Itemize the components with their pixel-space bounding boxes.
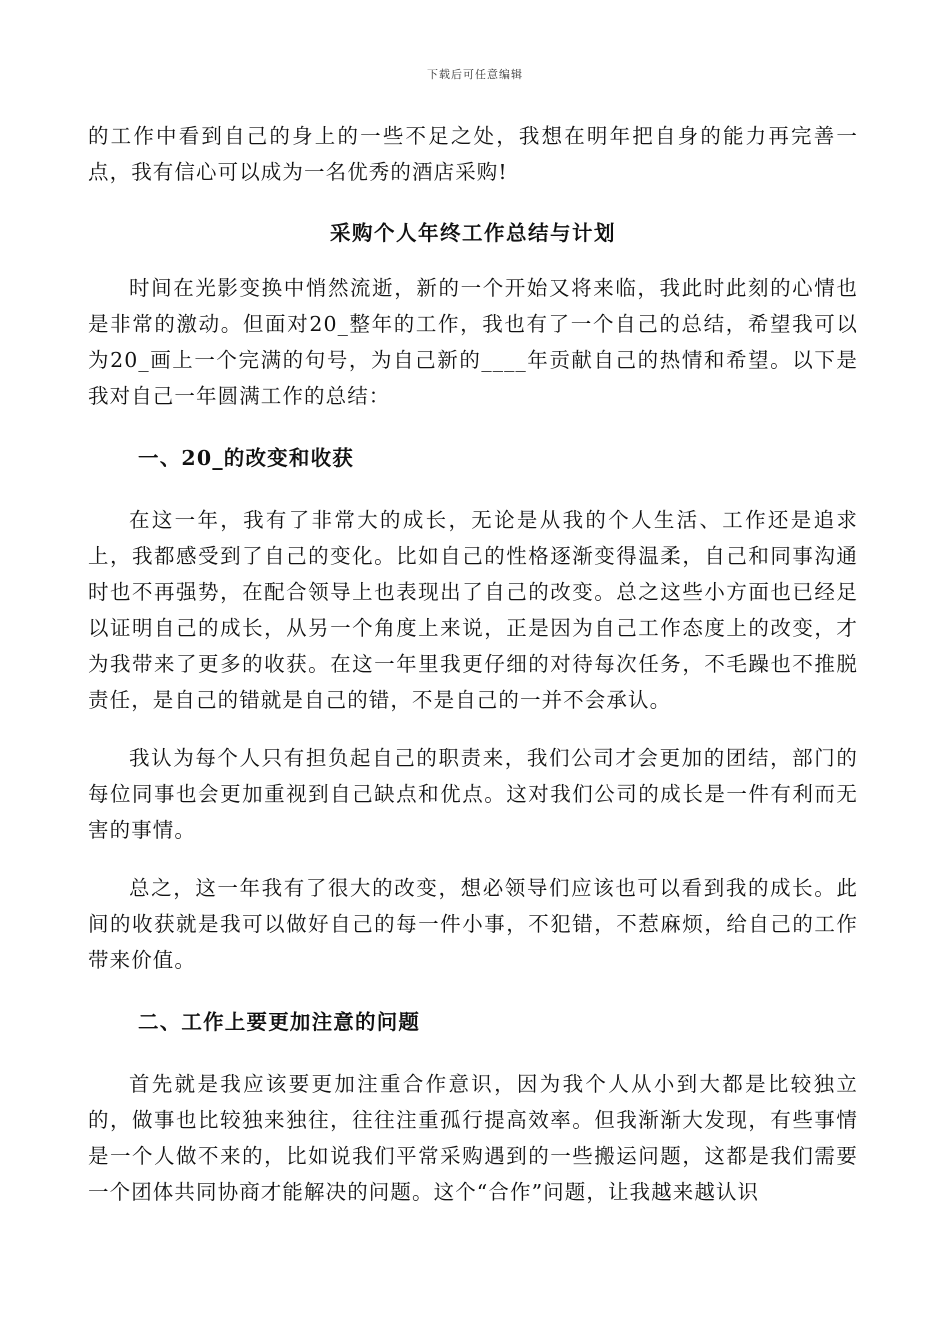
- page-header: 下载后可任意编辑: [427, 68, 523, 81]
- section-heading-2: 二、工作上要更加注意的问题: [138, 1010, 421, 1034]
- paragraph-cooperation: 首先就是我应该要更加注重合作意识，因为我个人从小到大都是比较独立的，做事也比较独来独往，往往注重孤行提高效率。但我渐渐大发现，有些事情是一个人做不来的，比如说我们平常采购遇到的一些搬运问题，这都是我们需要一个团体共同协商才能解决的问题。这个“合作”问题，让我越来越认识: [88, 1072, 858, 1204]
- paragraph-summary: 总之，这一年我有了很大的改变，想必领导们应该也可以看到我的成长。此间的收获就是我可以做好自己的每一件小事，不犯错，不惹麻烦，给自己的工作带来价值。: [88, 876, 858, 972]
- document-body: [88, 118, 858, 1210]
- paragraph-changes: 在这一年，我有了非常大的成长，无论是从我的个人生活、工作还是追求上，我都感受到了自己的变化。比如自己的性格逐渐变得温柔，自己和同事沟通时也不再强势，在配合领导上也表现出了自己的改变。总之这些小方面也已经足以证明自己的成长，从另一个角度上来说，正是因为自己工作态度上的改变，才为我带来了更多的收获。在这一年里我更仔细的对待每次任务，不毛躁也不推脱责任，是自己的错就是自己的错，不是自己的一并不会承认。: [88, 508, 858, 712]
- section-heading-1: 一、20_的改变和收获: [138, 446, 354, 470]
- intro-paragraph: 的工作中看到自己的身上的一些不足之处，我想在明年把自身的能力再完善一点，我有信心可以成为一名优秀的酒店采购!: [88, 124, 858, 184]
- paragraph-responsibility: 我认为每个人只有担负起自己的职责来，我们公司才会更加的团结，部门的每位同事也会更加重视到自己缺点和优点。这对我们公司的成长是一件有利而无害的事情。: [88, 746, 858, 842]
- paragraph-opening: 时间在光影变换中悄然流逝，新的一个开始又将来临，我此时此刻的心情也是非常的激动。但面对20_整年的工作，我也有了一个自己的总结，希望我可以为20_画上一个完满的句号，为自己新的____年贡献自己的热情和希望。以下是我对自己一年圆满工作的总结：: [88, 276, 858, 408]
- document-title: 采购个人年终工作总结与计划: [330, 221, 616, 245]
